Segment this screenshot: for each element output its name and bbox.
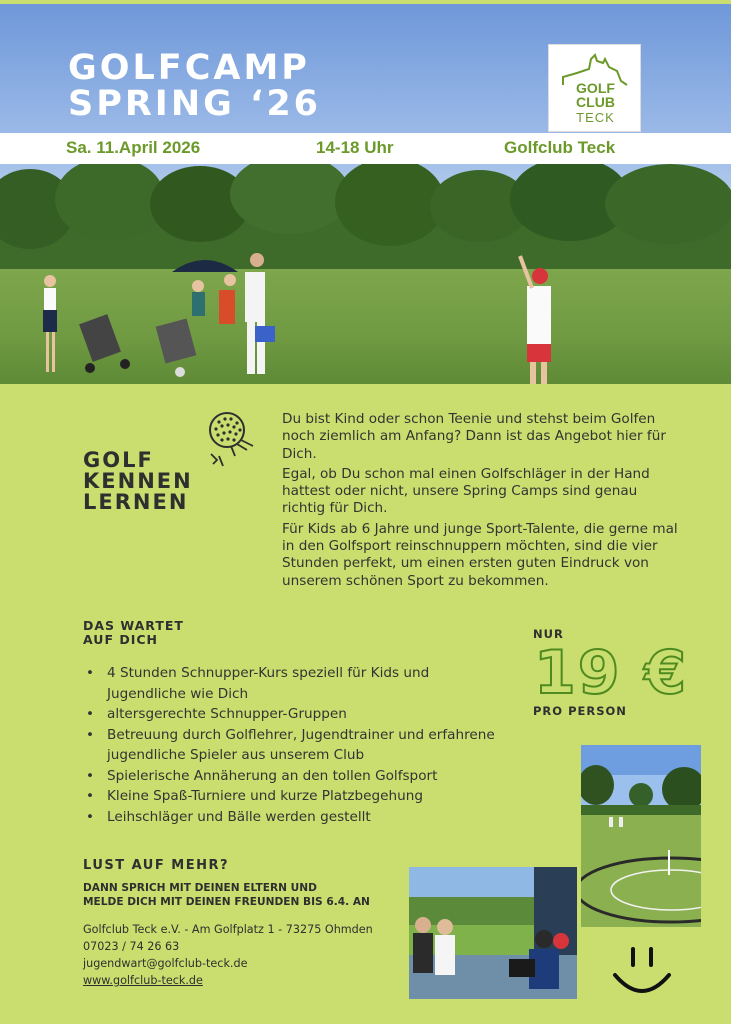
title-line2: SPRING ‘26	[68, 84, 322, 124]
list-item: • 4 Stunden Schnupper-Kurs speziell für Kids und Jugendliche wie Dich	[86, 663, 506, 704]
club-website-link[interactable]: www.golfclub-teck.de	[83, 974, 203, 987]
title-line1: GOLFCAMP	[68, 48, 310, 88]
contact-details	[83, 921, 373, 989]
intro-text	[282, 411, 682, 593]
intro-paragraph-3: Für Kids ab 6 Jahre und junge Sport-Talente, die gerne mal in den Golfsport reinschnuppern möchten, sind die vier Stunden perfekt, um einen ersten guten Eindruck von unserem schönen Sport zu bekommen.	[282, 520, 678, 589]
intro-paragraph-2: Egal, ob Du schon mal einen Golfschläger in der Hand hattest oder nicht, unsere Spring Camps sind genau richtig für Dich.	[282, 465, 650, 517]
club-address: Golfclub Teck e.V. - Am Golfplatz 1 - 73275 Ohmden	[83, 923, 373, 936]
section-heading-golf-kennen-lernen	[83, 450, 193, 513]
driving-range-photo	[581, 745, 701, 927]
club-email[interactable]: jugendwart@golfclub-teck.de	[83, 957, 248, 970]
price-suffix: PRO PERSON	[533, 704, 627, 718]
intro-paragraph-1: Du bist Kind oder schon Teenie und stehst beim Golfen noch ziemlich am Anfang? Dann ist das Angebot hier für Dich.	[282, 411, 666, 462]
wartet-line2: AUF DICH	[83, 632, 158, 647]
section-heading-das-wartet	[83, 619, 184, 647]
list-item: • altersgerechte Schnupper-Gruppen	[86, 704, 506, 725]
logo-text-teck: TECK	[576, 110, 615, 125]
benefits-list	[86, 663, 506, 827]
list-item: • Leihschläger und Bälle werden gestellt	[86, 807, 506, 828]
club-logo	[548, 44, 641, 132]
golfers-illustration	[0, 244, 731, 384]
camp-title	[68, 50, 321, 122]
club-phone: 07023 / 74 26 63	[83, 940, 180, 953]
event-info-bar	[0, 133, 731, 164]
kids-simulator-photo	[409, 867, 577, 999]
list-item: • Betreuung durch Golflehrer, Jugendtrainer und erfahrene jugendliche Spieler aus unserem Club	[86, 725, 506, 766]
cta-line2: MELDE DICH MIT DEINEN FREUNDEN BIS 6.4. AN	[83, 896, 370, 908]
logo-text-club: CLUB	[576, 94, 615, 110]
heading-line2: KENNEN	[83, 469, 193, 493]
price-prefix: NUR	[533, 627, 564, 641]
heading-line1: GOLF	[83, 448, 154, 472]
list-item: • Kleine Spaß-Turniere und kurze Platzbegehung	[86, 786, 506, 807]
lust-auf-mehr-heading: LUST AUF MEHR?	[83, 858, 230, 873]
price-amount: 19 €	[534, 638, 689, 708]
smiley-icon	[611, 945, 673, 1001]
event-location: Golfclub Teck	[504, 138, 616, 157]
cta-line1: DANN SPRICH MIT DEINEN ELTERN UND	[83, 882, 317, 894]
event-date: Sa. 11.April 2026	[66, 138, 201, 157]
heading-line3: LERNEN	[83, 490, 189, 514]
logo-text-golf: GOLF	[576, 80, 615, 96]
wartet-line1: DAS WARTET	[83, 618, 184, 633]
hero-photo	[0, 4, 731, 384]
golf-ball-icon	[207, 410, 259, 468]
list-item: • Spielerische Annäherung an den tollen Golfsport	[86, 766, 506, 787]
registration-call-to-action	[83, 881, 370, 909]
event-time: 14-18 Uhr	[316, 138, 394, 157]
